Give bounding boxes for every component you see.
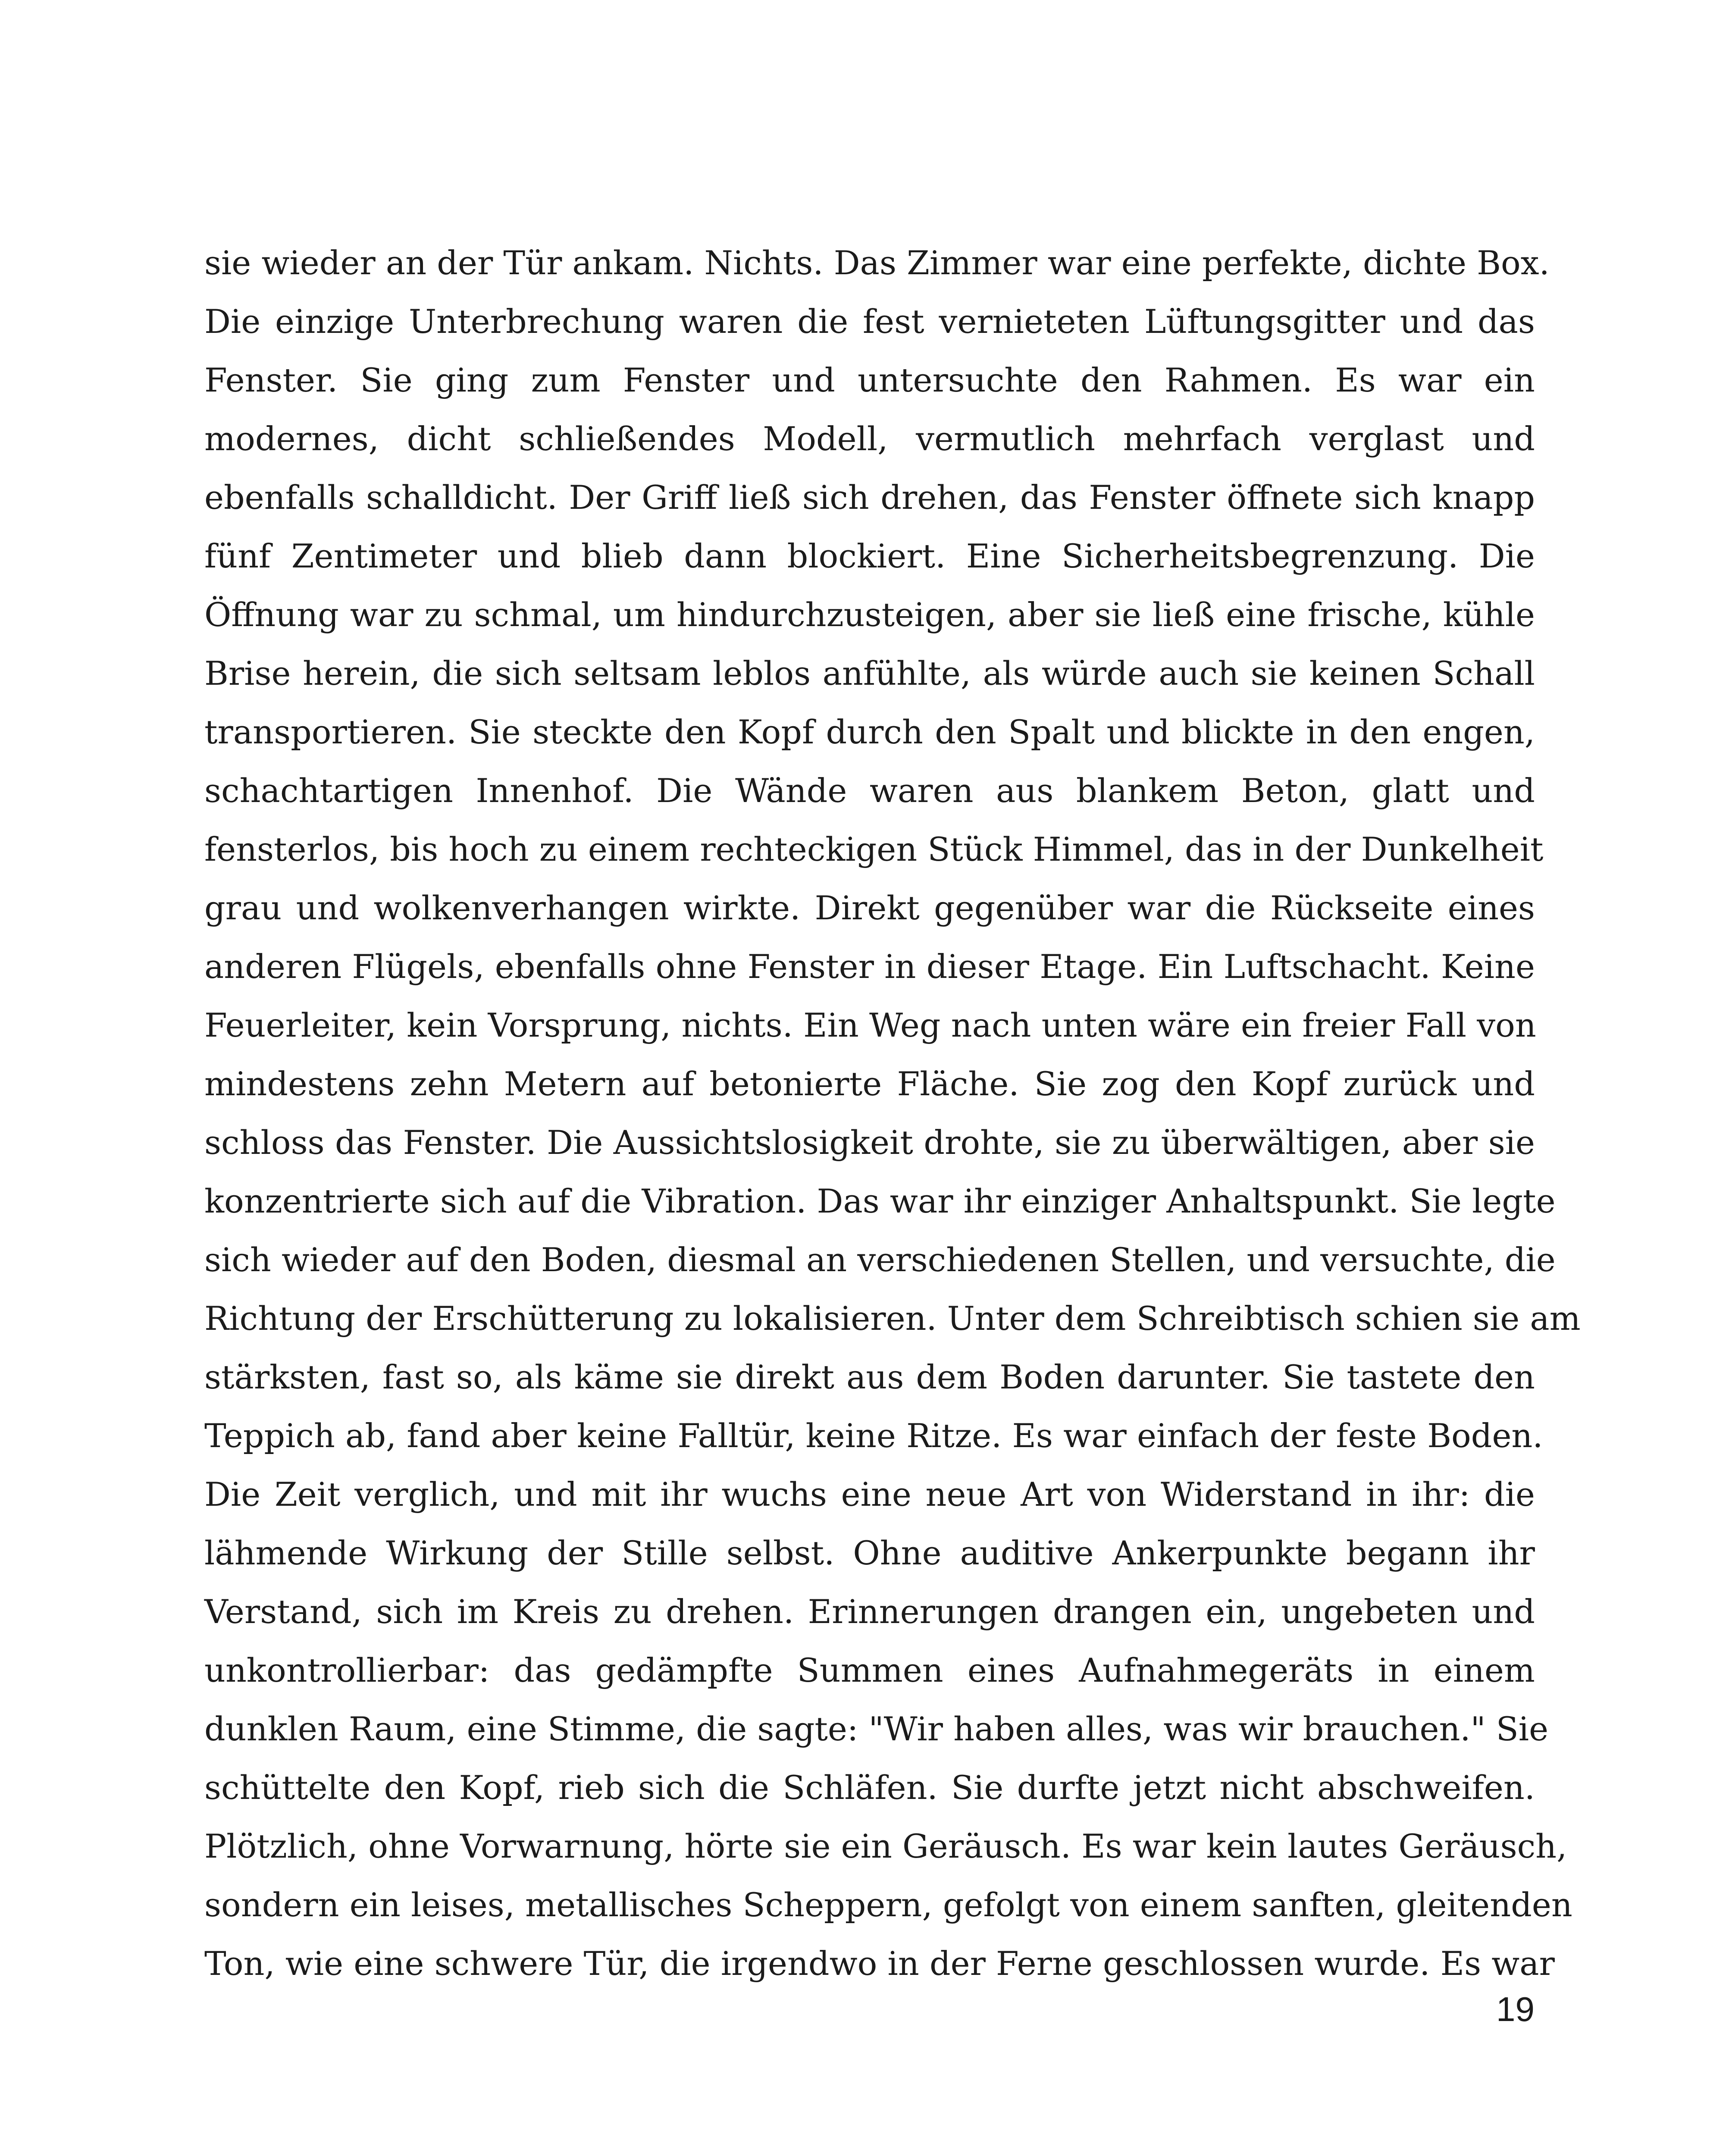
text-line: Plötzlich, ohne Vorwarnung, hörte sie ein Geräusch. Es war kein lautes Geräusch, [204, 1827, 1567, 1865]
page-number: 19 [1496, 1990, 1535, 2028]
text-line: ebenfalls schalldicht. Der Griff ließ sich drehen, das Fenster öffnete sich knapp [204, 478, 1535, 517]
text-line: Feuerleiter, kein Vorsprung, nichts. Ein Weg nach unten wäre ein freier Fall von [204, 1006, 1536, 1044]
text-line: schloss das Fenster. Die Aussichtslosigkeit drohte, sie zu überwältigen, aber sie [204, 1123, 1535, 1162]
text-line: unkontrollierbar: das gedämpfte Summen eines Aufnahmegeräts in einem [204, 1651, 1535, 1689]
text-line: Ton, wie eine schwere Tür, die irgendwo in der Ferne geschlossen wurde. Es war [204, 1944, 1555, 1983]
text-line: sondern ein leises, metallisches Scheppern, gefolgt von einem sanften, gleitenden [204, 1886, 1572, 1924]
text-line: transportieren. Sie steckte den Kopf durch den Spalt und blickte in den engen, [204, 713, 1535, 751]
body-text [204, 234, 1581, 1993]
text-line: Teppich ab, fand aber keine Falltür, keine Ritze. Es war einfach der feste Boden. [204, 1416, 1543, 1455]
text-line: stärksten, fast so, als käme sie direkt aus dem Boden darunter. Sie tastete den [204, 1358, 1535, 1396]
text-line: Brise herein, die sich seltsam leblos anfühlte, als würde auch sie keinen Schall [204, 654, 1535, 693]
text-line: sie wieder an der Tür ankam. Nichts. Das Zimmer war eine perfekte, dichte Box. [204, 244, 1550, 282]
text-line: konzentrierte sich auf die Vibration. Das war ihr einziger Anhaltspunkt. Sie legte [204, 1182, 1556, 1220]
text-line: Öffnung war zu schmal, um hindurchzusteigen, aber sie ließ eine frische, kühle [204, 595, 1535, 634]
text-line: modernes, dicht schließendes Modell, vermutlich mehrfach verglast und [204, 420, 1535, 458]
text-line: Die einzige Unterbrechung waren die fest vernieteten Lüftungsgitter und das [204, 302, 1535, 341]
text-line: schüttelte den Kopf, rieb sich die Schläfen. Sie durfte jetzt nicht abschweifen. [204, 1768, 1535, 1807]
text-line: Fenster. Sie ging zum Fenster und untersuchte den Rahmen. Es war ein [204, 361, 1535, 399]
text-line: Richtung der Erschütterung zu lokalisieren. Unter dem Schreibtisch schien sie am [204, 1299, 1581, 1338]
text-line: Die Zeit verglich, und mit ihr wuchs eine neue Art von Widerstand in ihr: die [204, 1475, 1535, 1514]
text-line: lähmende Wirkung der Stille selbst. Ohne auditive Ankerpunkte begann ihr [204, 1534, 1535, 1572]
text-line: mindestens zehn Metern auf betonierte Fläche. Sie zog den Kopf zurück und [204, 1065, 1535, 1103]
text-line: anderen Flügels, ebenfalls ohne Fenster in dieser Etage. Ein Luftschacht. Keine [204, 947, 1535, 986]
text-line: Verstand, sich im Kreis zu drehen. Erinnerungen drangen ein, ungebeten und [204, 1592, 1535, 1631]
text-line: grau und wolkenverhangen wirkte. Direkt gegenüber war die Rückseite eines [204, 889, 1535, 927]
text-line: fünf Zentimeter und blieb dann blockiert. Eine Sicherheitsbegrenzung. Die [204, 537, 1535, 575]
text-line: fensterlos, bis hoch zu einem rechteckigen Stück Himmel, das in der Dunkelheit [204, 830, 1544, 868]
text-line: sich wieder auf den Boden, diesmal an verschiedenen Stellen, und versuchte, die [204, 1241, 1556, 1279]
text-line: schachtartigen Innenhof. Die Wände waren aus blankem Beton, glatt und [204, 771, 1535, 810]
text-line: dunklen Raum, eine Stimme, die sagte: "Wir haben alles, was wir brauchen." Sie [204, 1710, 1549, 1748]
